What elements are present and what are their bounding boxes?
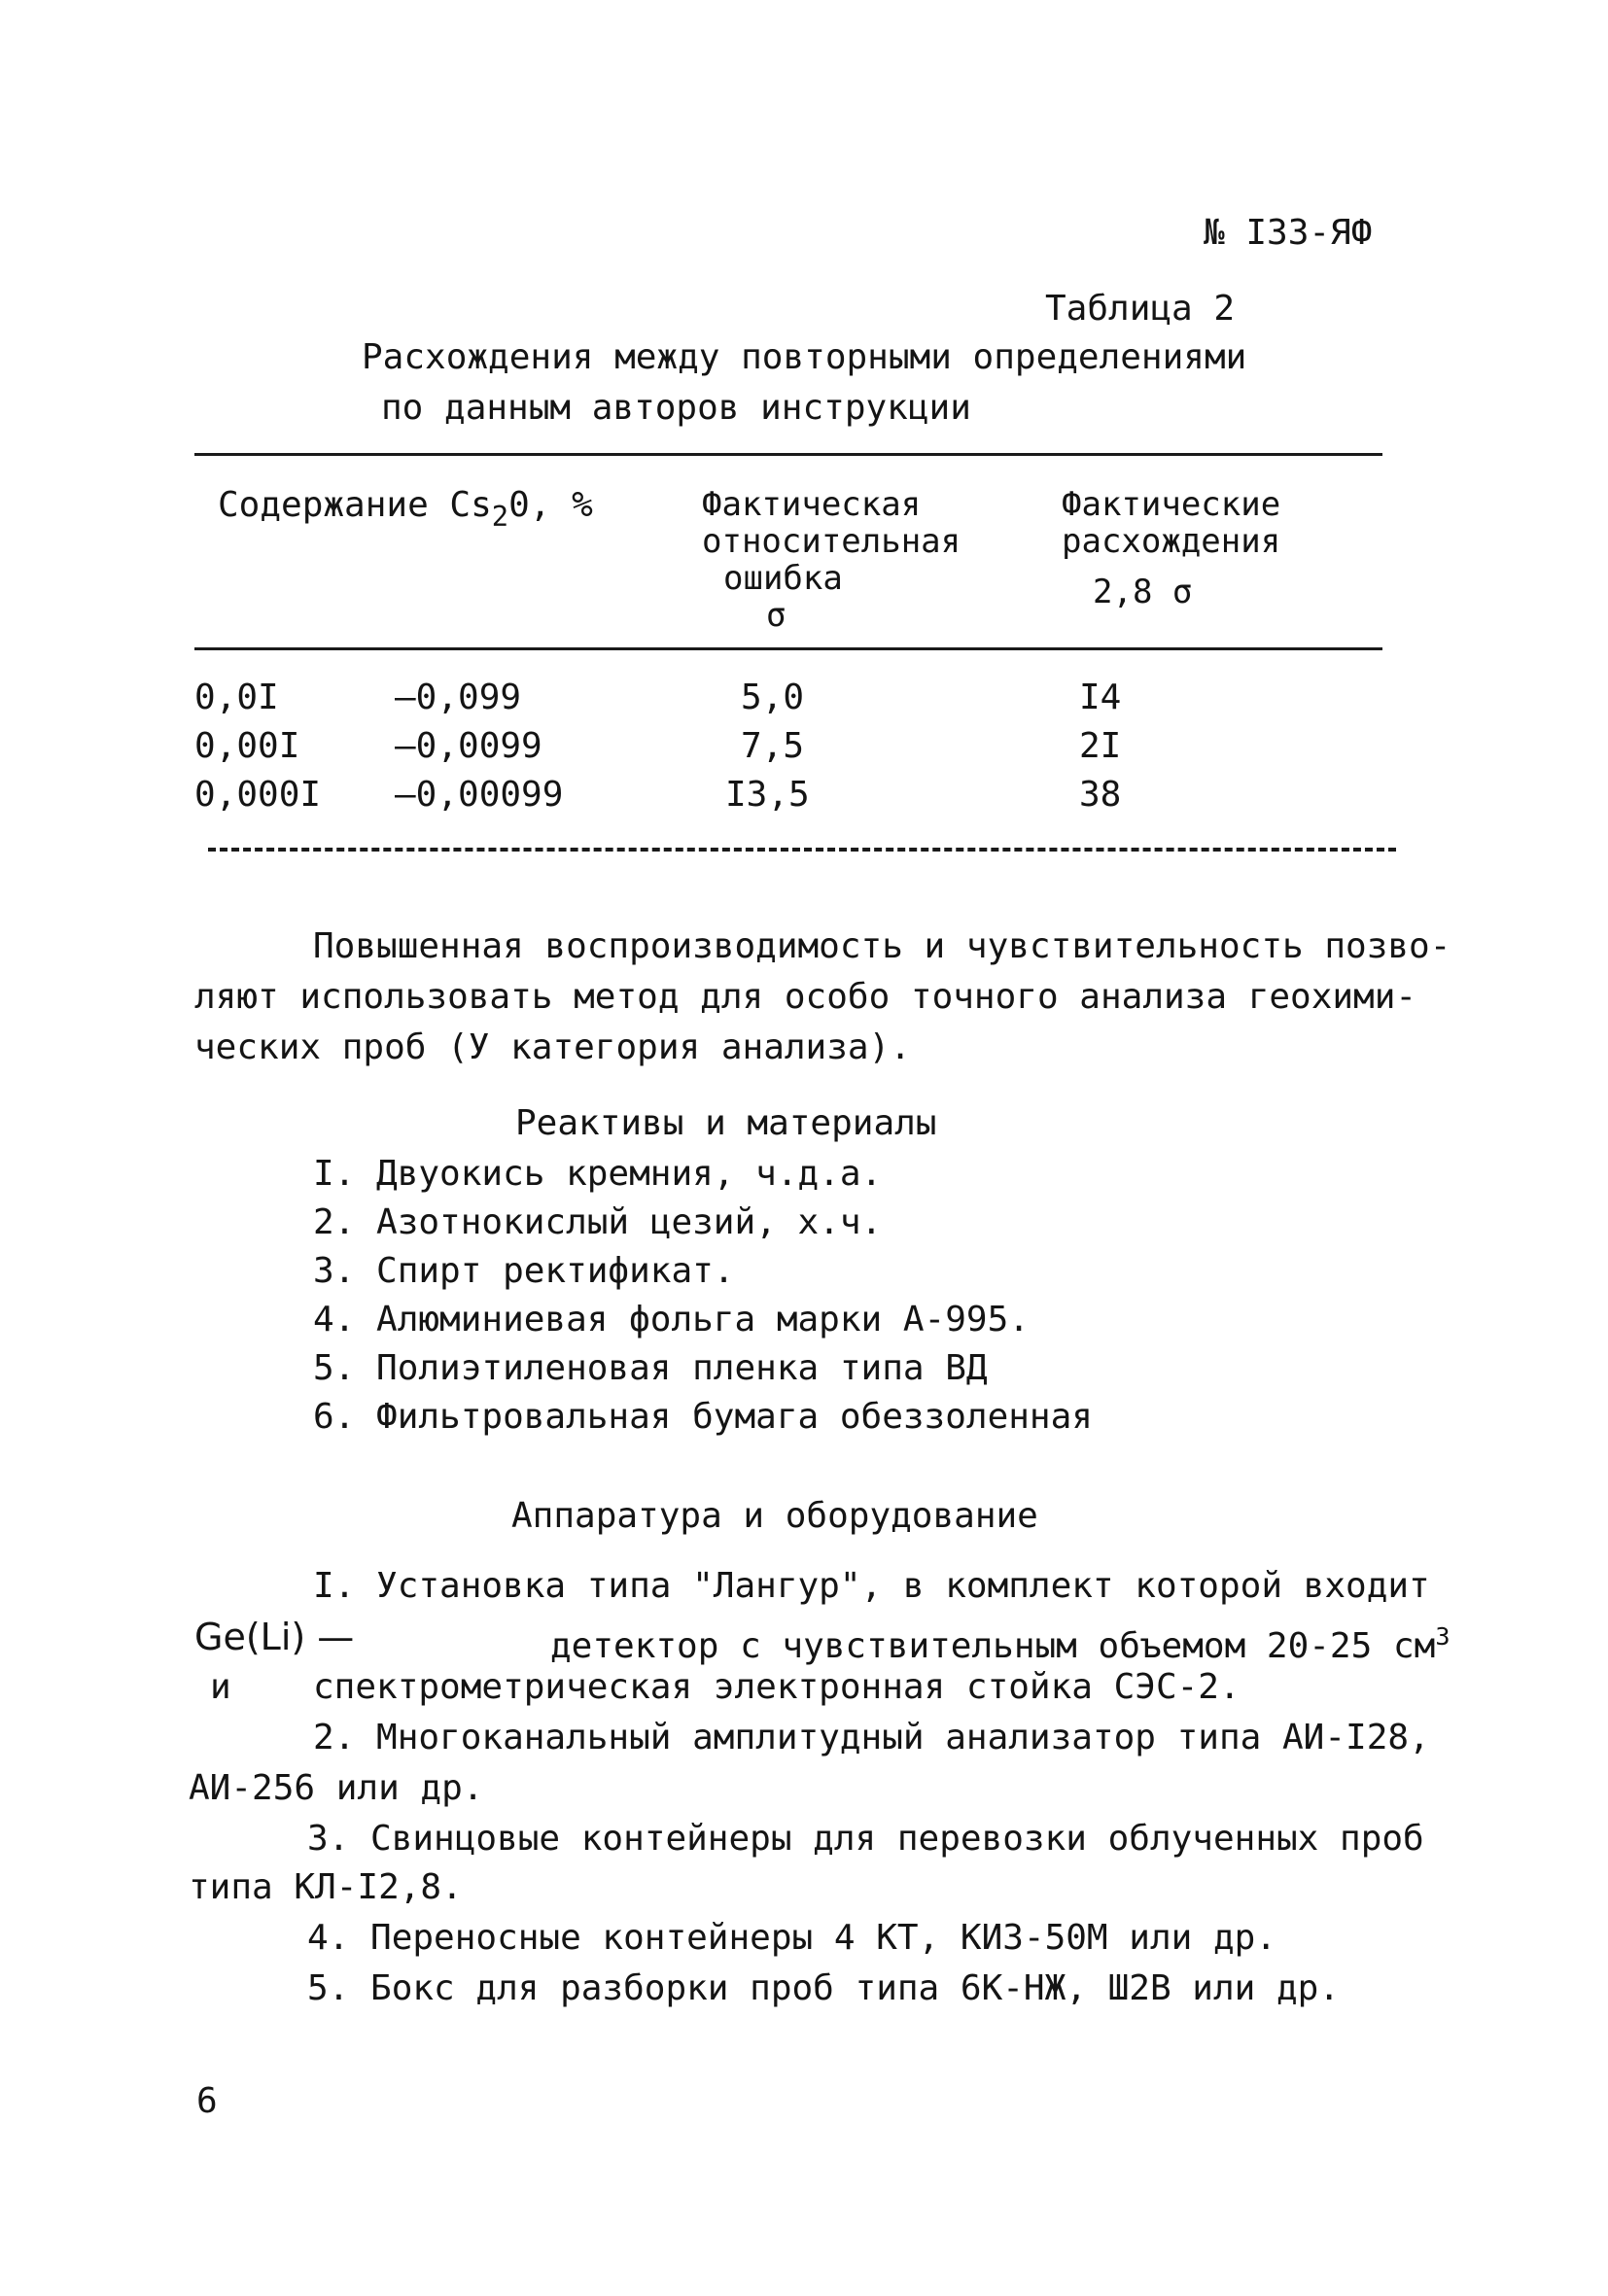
page-number: 6 [196, 2081, 218, 2121]
equipment-item: I. Установка типа "Лангур", в комплект которой входит [313, 1566, 1430, 1606]
paragraph-line: Повышенная воспроизводимость и чувствительность позво- [313, 926, 1451, 966]
table-bottom-rule [208, 848, 1396, 852]
equipment-heading: Аппаратура и оборудование [511, 1496, 1038, 1536]
table-caption-line2: по данным авторов инструкции [381, 388, 971, 428]
equipment-item: 3. Свинцовые контейнеры для перевозки облученных проб [307, 1819, 1424, 1859]
table-label: Таблица 2 [1045, 289, 1236, 329]
paragraph-line: ляют использовать метод для особо точного анализа геохими- [194, 977, 1417, 1017]
equipment-item: детектор с чувствительным объемом 20-25 $см^3$ [550, 1622, 1451, 1666]
reagents-heading: Реактивы и материалы [515, 1103, 937, 1143]
header-error: Фактическая относительная ошибка σ [702, 485, 961, 635]
equipment-item: спектрометрическая электронная стойка СЭС-2. [313, 1667, 1241, 1707]
table-row: 0,000I –0,00099 I3,5 38 [194, 775, 1122, 815]
reagent-item: I. Двуокись кремния, ч.д.а. [313, 1154, 883, 1194]
header-discrepancy: Фактические расхождения 2,8 σ [1062, 485, 1281, 611]
document-number: № I33-ЯФ [1204, 213, 1373, 253]
reagent-item: 2. Азотнокислый цезий, х.ч. [313, 1202, 883, 1242]
equipment-item: 4. Переносные контейнеры 4 КТ, КИЗ-50М или др. [307, 1918, 1276, 1958]
sigma-symbol: σ [766, 596, 787, 635]
reagent-item: 3. Спирт ректификат. [313, 1251, 735, 1291]
reagent-item: 6. Фильтровальная бумага обеззоленная [313, 1397, 1093, 1437]
equipment-item: 2. Многоканальный амплитудный анализатор типа АИ-I28, [313, 1718, 1430, 1757]
header-content: Содержание $Cs_20$, % [218, 485, 593, 534]
equipment-item: и [210, 1667, 231, 1707]
equipment-item: типа КЛ-I2,8. [189, 1867, 463, 1907]
paragraph-line: ческих проб (У категория анализа). [194, 1027, 911, 1067]
table-caption-line1: Расхождения между повторными определениями [362, 337, 1247, 377]
equipment-item: АИ-256 или др. [189, 1768, 484, 1808]
detector-formula: Ge(Li) — [194, 1616, 355, 1658]
reagent-item: 5. Полиэтиленовая пленка типа ВД [313, 1348, 988, 1388]
table-row: 0,0I –0,099 5,0 I4 [194, 678, 1122, 717]
reagent-item: 4. Алюминиевая фольга марки А-995. [313, 1300, 1030, 1339]
table-header-rule [194, 647, 1382, 650]
table-row: 0,00I –0,0099 7,5 2I [194, 726, 1122, 766]
table-top-rule [194, 453, 1382, 456]
equipment-item: 5. Бокс для разборки проб типа 6К-НЖ, Ш2В или др. [307, 1968, 1341, 2008]
